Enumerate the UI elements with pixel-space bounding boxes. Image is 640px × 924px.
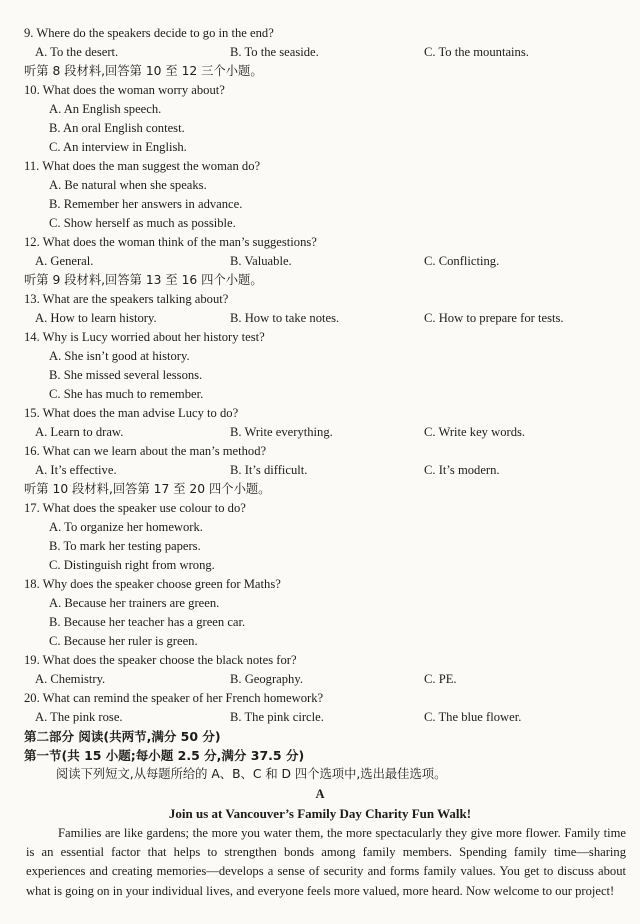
option-c: C. Write key words. [424,425,526,439]
question-18-option-a: A. Because her trainers are green. [49,596,220,610]
question-14-option-a: A. She isn’t good at history. [49,349,190,363]
question-17-option-c: C. Distinguish right from wrong. [49,558,215,572]
option-b: B. Geography. [230,672,303,686]
question-18-option-b: B. Because her teacher has a green car. [49,615,246,629]
passage-title: Join us at Vancouver’s Family Day Charity Fun Walk! [168,806,472,821]
option-a: A. The pink rose. [35,710,123,724]
question-16-options [0,463,640,478]
question-16-stem: 16. What can we learn about the man’s method? [24,444,267,458]
option-b: B. How to take notes. [230,311,340,325]
part-2-heading: 第二部分 阅读(共两节,满分 50 分) [24,729,221,744]
question-10-option-a: A. An English speech. [49,102,162,116]
reading-instruction: 阅读下列短文,从每题所给的 A、B、C 和 D 四个选项中,选出最佳选项。 [56,767,447,781]
option-c: C. It’s modern. [424,463,500,477]
question-14-option-c: C. She has much to remember. [49,387,204,401]
question-20-options [0,710,640,725]
question-11-option-a: A. Be natural when she speaks. [49,178,207,192]
question-10-option-b: B. An oral English contest. [49,121,185,135]
question-12-stem: 12. What does the woman think of the man’s suggestions? [24,235,317,249]
option-c: C. How to prepare for tests. [424,311,564,325]
option-a: A. Chemistry. [35,672,106,686]
question-9-options [0,45,640,60]
section-10-heading: 听第 10 段材料,回答第 17 至 20 四个小题。 [24,482,271,496]
question-10-stem: 10. What does the woman worry about? [24,83,225,97]
option-c: C. Conflicting. [424,254,500,268]
question-15-stem: 15. What does the man advise Lucy to do? [24,406,239,420]
section-8-heading: 听第 8 段材料,回答第 10 至 12 三个小题。 [24,64,263,78]
question-11-option-c: C. Show herself as much as possible. [49,216,236,230]
question-19-stem: 19. What does the speaker choose the black notes for? [24,653,297,667]
question-17-option-a: A. To organize her homework. [49,520,203,534]
passage-letter: A [315,787,325,801]
option-a: A. Learn to draw. [35,425,124,439]
section-1-heading: 第一节(共 15 小题;每小题 2.5 分,满分 37.5 分) [24,748,305,763]
option-b: B. It’s difficult. [230,463,308,477]
question-17-option-b: B. To mark her testing papers. [49,539,201,553]
option-c: C. To the mountains. [424,45,529,59]
option-a: A. To the desert. [35,45,119,59]
option-a: A. It’s effective. [35,463,117,477]
question-11-option-b: B. Remember her answers in advance. [49,197,243,211]
question-12-options [0,254,640,269]
option-b: B. Write everything. [230,425,333,439]
option-b: B. To the seaside. [230,45,319,59]
section-9-heading: 听第 9 段材料,回答第 13 至 16 四个小题。 [24,273,263,287]
question-15-options [0,425,640,440]
option-a: A. How to learn history. [35,311,157,325]
question-13-stem: 13. What are the speakers talking about? [24,292,229,306]
option-b: B. The pink circle. [230,710,324,724]
question-17-stem: 17. What does the speaker use colour to do? [24,501,246,515]
option-a: A. General. [35,254,94,268]
passage-paragraph: Families are like gardens; the more you water them, the more spectacularly they give more flower. Family time is an essential factor that helps to strengthen bonds among family members. Spending family time—sharing experiences and creating memories—develops a sense of security and forms family values. You get to discuss about what is going on in your individual lives, and everyone feels more valued, more heard. Now welcome to our project! [26,826,626,898]
question-11-stem: 11. What does the man suggest the woman do? [24,159,261,173]
question-18-option-c: C. Because her ruler is green. [49,634,198,648]
question-9-stem: 9. Where do the speakers decide to go in the end? [24,26,274,40]
question-14-option-b: B. She missed several lessons. [49,368,203,382]
option-b: B. Valuable. [230,254,292,268]
option-c: C. The blue flower. [424,710,522,724]
option-c: C. PE. [424,672,457,686]
question-20-stem: 20. What can remind the speaker of her French homework? [24,691,324,705]
question-18-stem: 18. Why does the speaker choose green for Maths? [24,577,281,591]
question-10-option-c: C. An interview in English. [49,140,187,154]
question-19-options [0,672,640,687]
question-14-stem: 14. Why is Lucy worried about her history test? [24,330,265,344]
question-13-options [0,311,640,326]
